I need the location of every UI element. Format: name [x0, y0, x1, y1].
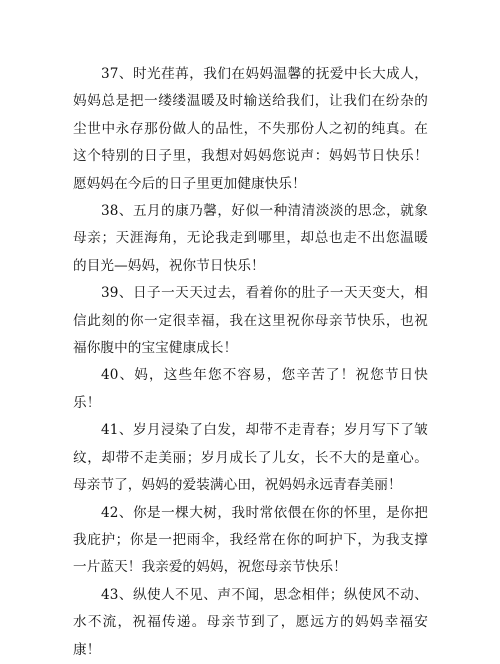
paragraph-37: 37、时光荏苒，我们在妈妈温馨的抚爱中长大成人，妈妈总是把一缕缕温暖及时输送给我们，让我们在纷杂的尘世中永存那份做人的品性，不失那份人之初的纯真。在这个特别的日子里，我想对妈妈您说声：妈妈节日快乐！愿妈妈在今后的日子里更加健康快乐！ [73, 66, 428, 192]
paragraph-42: 42、你是一棵大树，我时常依偎在你的怀里，是你把我庇护；你是一把雨伞，我经常在你的呵护下，为我支撑一片蓝天！我亲爱的妈妈，祝您母亲节快乐！ [73, 504, 428, 576]
paragraph-40: 40、妈，这些年您不容易，您辛苦了！祝您节日快乐！ [73, 367, 428, 411]
paragraph-39: 39、日子一天天过去，看着你的肚子一天天变大，相信此刻的你一定很幸福，我在这里祝你母亲节快乐，也祝福你腹中的宝宝健康成长！ [73, 285, 428, 357]
document-body [73, 61, 428, 664]
paragraph-43: 43、纵使人不见、声不闻，思念相伴；纵使风不动、水不流，祝福传递。母亲节到了，愿远方的妈妈幸福安康！ [73, 586, 428, 658]
paragraph-41: 41、岁月浸染了白发，却带不走青春；岁月写下了皱纹，却带不走美丽；岁月成长了儿女，长不大的是童心。母亲节了，妈妈的爱装满心田，祝妈妈永远青春美丽！ [73, 422, 428, 494]
paragraph-38: 38、五月的康乃馨，好似一种清清淡淡的思念，就象母亲；天涯海角，无论我走到哪里，却总也走不出您温暖的目光—妈妈，祝你节日快乐！ [73, 203, 428, 274]
